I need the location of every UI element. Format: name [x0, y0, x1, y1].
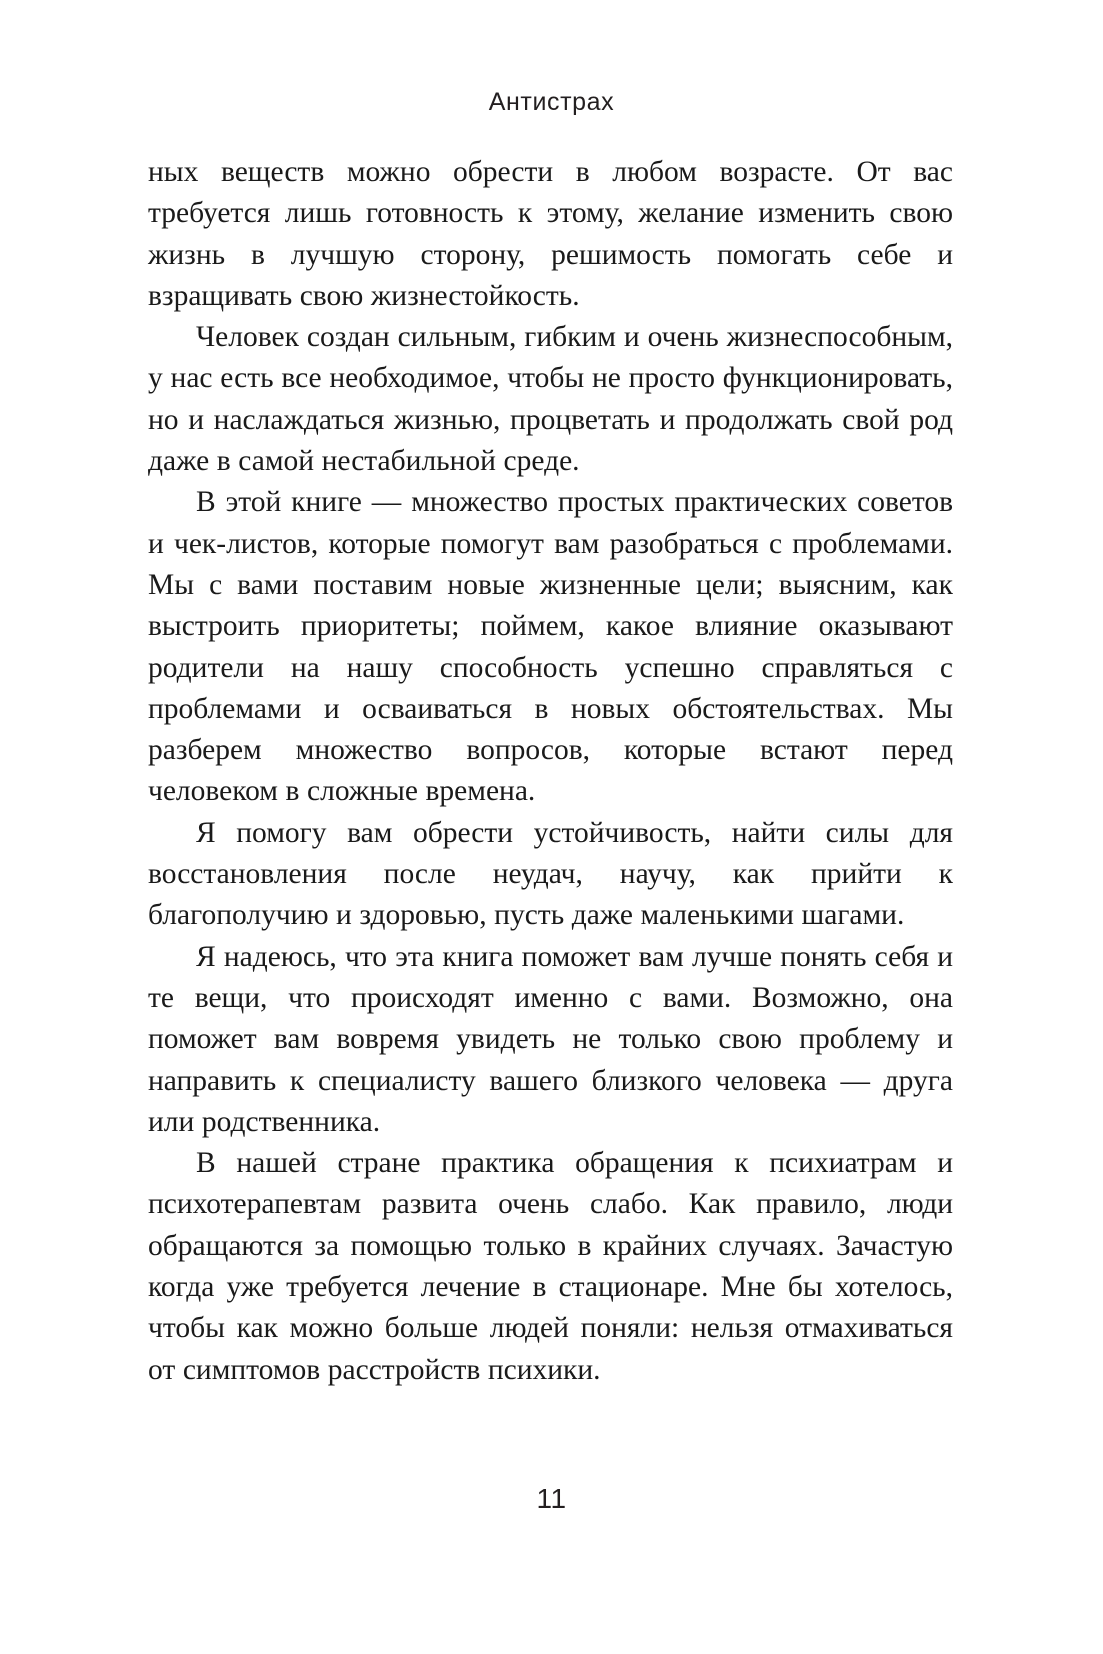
page-number: 11	[536, 1483, 567, 1514]
paragraph: В этой книге — множество простых практических советов и чек-листов, которые помогут вам разобраться с проблемами. Мы с вами поставим новые жизненные цели; выясним, как выстроить приоритеты; поймем, какое влияние оказывают родители на нашу способность успешно справляться с проблемами и осваиваться в новых обстоятельствах. Мы разберем множество вопросов, которые встают перед человеком в сложные времена.	[148, 486, 953, 808]
body-text-block	[148, 152, 953, 1391]
paragraph: ных веществ можно обрести в любом возрасте. От вас требуется лишь готовность к этому, желание изменить свою жизнь в лучшую сторону, решимость помогать себе и взращивать свою жизнестойкость.	[148, 156, 953, 312]
paragraph: Человек создан сильным, гибким и очень жизнеспособным, у нас есть все необходимое, чтобы не просто функционировать, но и наслаждаться жизнью, процветать и продолжать свой род даже в самой нестабильной среде.	[148, 321, 953, 478]
paragraph: В нашей стране практика обращения к психиатрам и психотерапевтам развита очень слабо. Как правило, люди обращаются за помощью только в крайних случаях. Зачастую когда уже требуется лечение в стационаре. Мне бы хотелось, чтобы как можно больше людей поняли: нельзя отмахиваться от симптомов расстройств психики.	[148, 1147, 953, 1386]
paragraph: Я надеюсь, что эта книга поможет вам лучше понять себя и те вещи, что происходят именно с вами. Возможно, она поможет вам вовремя увидеть не только свою проблему и направить к специалисту вашего близкого человека — друга или родственника.	[148, 940, 953, 1138]
paragraph: Я помогу вам обрести устойчивость, найти силы для восстановления после неудач, научу, как прийти к благополучию и здоровью, пусть даже маленькими шагами.	[148, 816, 953, 932]
running-head-title: Антистрах	[488, 88, 615, 116]
